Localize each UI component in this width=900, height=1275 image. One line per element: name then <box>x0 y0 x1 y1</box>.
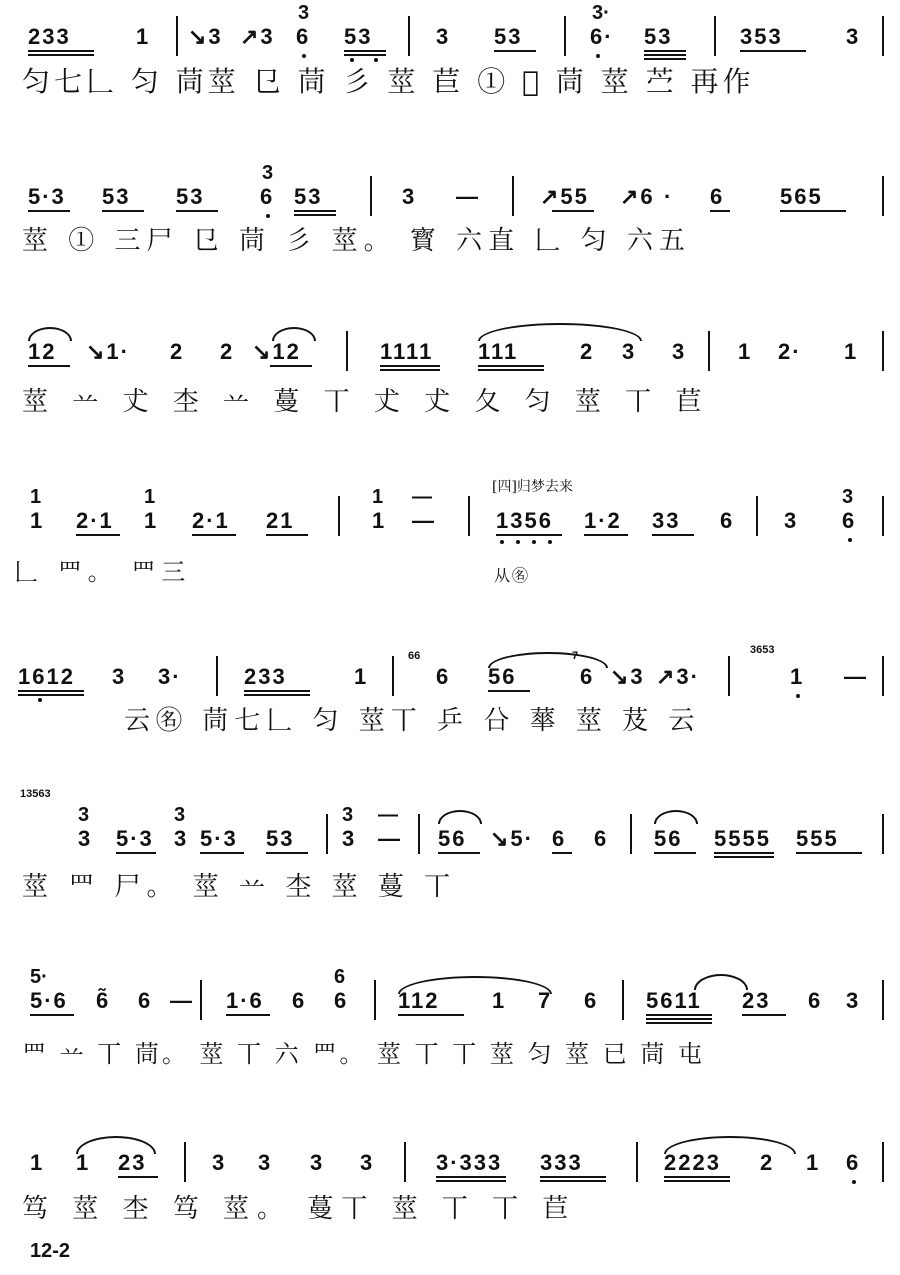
barline <box>346 331 348 371</box>
underline <box>540 1180 606 1182</box>
note: 3 <box>846 988 861 1013</box>
dot <box>38 698 42 702</box>
note: 1356 <box>496 508 553 533</box>
note: 6 <box>842 508 857 533</box>
underline <box>266 852 308 854</box>
grace-note: 3653 <box>750 644 775 656</box>
underline <box>200 852 244 854</box>
note: 53 <box>176 184 205 209</box>
barline <box>408 16 410 56</box>
underline <box>192 534 236 536</box>
underline <box>796 852 862 854</box>
note: 6 <box>808 988 823 1013</box>
note: 5555 <box>714 826 771 851</box>
note: 3 <box>310 1150 325 1175</box>
slur <box>438 810 482 824</box>
note: 23 <box>118 1150 147 1175</box>
note: ↘5· <box>490 826 534 851</box>
underline <box>28 365 70 367</box>
underline <box>478 365 544 367</box>
grace-note: 7 <box>572 650 579 662</box>
underline <box>478 369 544 371</box>
slur <box>654 810 698 824</box>
note: ↗3· <box>656 664 700 689</box>
dot <box>548 540 552 544</box>
barline <box>630 814 632 854</box>
note: 1 <box>738 339 753 364</box>
underline <box>552 210 594 212</box>
underline <box>30 1014 74 1016</box>
upper-note: 3 <box>342 804 354 826</box>
jianzi-line: 匀七𠃊 匀 茼莖 㔾 茼 彡 莖 苣 ① 𨊬 茼 莖 苎 再作 <box>22 65 755 98</box>
note: 3 <box>622 339 637 364</box>
note: ↗3 <box>240 24 275 49</box>
score-system <box>0 315 900 435</box>
underline <box>118 1176 158 1178</box>
note: 5611 <box>646 988 702 1013</box>
underline <box>644 54 686 56</box>
underline <box>28 54 94 56</box>
section-label: [四]归梦去来 <box>492 479 573 495</box>
page-number: 12-2 <box>30 1240 71 1262</box>
underline <box>646 1022 712 1024</box>
barline <box>564 16 566 56</box>
barline <box>216 656 218 696</box>
note: 6· <box>590 24 614 49</box>
barline <box>622 980 624 1020</box>
note: 3 <box>174 826 189 851</box>
note: 6 <box>138 988 153 1013</box>
underline <box>646 1014 712 1016</box>
underline <box>436 1180 506 1182</box>
jianzi-line: 罒 䒑 丅 茼。 莖 丅 六 罒。 莖 丅 丅 莖 匀 莖 已 茼 屯 <box>22 1040 706 1068</box>
barline <box>370 176 372 216</box>
underline <box>714 856 774 858</box>
score-system <box>0 1124 900 1234</box>
note: ↘12 <box>252 339 301 364</box>
upper-note: 3 <box>298 2 310 24</box>
jianzi-line: 莖 䒑 𠀋 杢 䒑 蔓 丅 𠀋 𠀋 夂 匀 莖 丅 苣 <box>22 387 710 417</box>
underline <box>380 369 440 371</box>
note: 2·1 <box>76 508 114 533</box>
note: 2223 <box>664 1150 721 1175</box>
note: 353 <box>740 24 783 49</box>
dot <box>532 540 536 544</box>
underline <box>646 1018 712 1020</box>
note: 1 <box>144 508 159 533</box>
note: 7 <box>538 988 553 1013</box>
note: 1 <box>790 664 805 689</box>
note: 6 <box>334 988 349 1013</box>
note: 3 <box>672 339 687 364</box>
note: ↗6 <box>620 184 655 209</box>
note: — <box>378 826 402 851</box>
underline <box>294 214 336 216</box>
barline <box>728 656 730 696</box>
underline <box>540 1176 606 1178</box>
note: 333 <box>540 1150 583 1175</box>
note: 1 <box>492 988 507 1013</box>
note: 56 <box>488 664 517 689</box>
note: ↘3 <box>610 664 645 689</box>
note: 53 <box>344 24 373 49</box>
underline <box>270 365 312 367</box>
note: 233 <box>244 664 287 689</box>
underline <box>226 1014 270 1016</box>
underline <box>742 1014 786 1016</box>
underline <box>710 210 730 212</box>
upper-note: 1 <box>30 486 42 508</box>
score-system <box>0 0 900 120</box>
barline <box>338 496 340 536</box>
note: 56 <box>438 826 467 851</box>
dot <box>848 538 852 542</box>
note: 1 <box>76 1150 91 1175</box>
note: 3· <box>158 664 182 689</box>
upper-note: 3· <box>592 2 610 24</box>
note: 3 <box>258 1150 273 1175</box>
underline <box>76 534 120 536</box>
underline <box>116 852 156 854</box>
barline <box>882 496 884 536</box>
underline <box>552 852 572 854</box>
note: 5·6 <box>30 988 68 1013</box>
note: 555 <box>796 826 839 851</box>
note: 2 <box>170 339 185 364</box>
dot <box>266 214 270 218</box>
underline <box>654 852 696 854</box>
underline <box>714 852 774 854</box>
note: 6 <box>436 664 451 689</box>
underline <box>294 210 336 212</box>
note: 111 <box>478 339 519 364</box>
barline <box>512 176 514 216</box>
note: 2 <box>220 339 235 364</box>
upper-note: 3 <box>842 486 854 508</box>
grace-note: 66 <box>408 650 421 662</box>
note: 53 <box>266 826 295 851</box>
barline <box>708 331 710 371</box>
note: 2·1 <box>192 508 230 533</box>
score-system <box>0 160 900 280</box>
underline <box>780 210 846 212</box>
dot <box>852 1180 856 1184</box>
barline <box>882 980 884 1020</box>
barline <box>756 496 758 536</box>
barline <box>404 1142 406 1182</box>
upper-note: 5· <box>30 966 48 988</box>
note: 6 <box>584 988 599 1013</box>
barline <box>326 814 328 854</box>
underline <box>584 534 628 536</box>
score-system <box>0 788 900 918</box>
upper-note: 3 <box>262 162 274 184</box>
note: ↗55 <box>540 184 589 209</box>
underline <box>644 58 686 60</box>
note: 12 <box>28 339 57 364</box>
jianzi-line: 𠃊 罒。 罒三 <box>14 558 192 586</box>
note: 3·333 <box>436 1150 503 1175</box>
barline <box>392 656 394 696</box>
note: 1 <box>844 339 859 364</box>
note: 1 <box>354 664 369 689</box>
jianzi-line: 笃 莖 杢 笃 莖。 蔓丅 莖 丅 丅 苣 <box>22 1194 577 1224</box>
note: 1111 <box>380 339 434 364</box>
barline <box>176 16 178 56</box>
note: 6 <box>720 508 735 533</box>
note: 6 <box>594 826 609 851</box>
underline <box>438 852 480 854</box>
note: 3 <box>212 1150 227 1175</box>
jianzi-line: 莖 ① 三尸 㔾 茼 彡 莖。 寳 六直 𠃊 匀 六五 <box>22 226 691 256</box>
score-system <box>0 962 900 1082</box>
underline <box>664 1176 730 1178</box>
underline <box>344 54 386 56</box>
note: 21 <box>266 508 295 533</box>
note: 33 <box>652 508 681 533</box>
underline <box>344 50 386 52</box>
underline <box>18 690 84 692</box>
underline <box>398 1014 464 1016</box>
underline <box>496 534 562 536</box>
note: 53 <box>102 184 131 209</box>
dot <box>596 54 600 58</box>
note: 1 <box>136 24 151 49</box>
note: 3 <box>112 664 127 689</box>
note: 2 <box>760 1150 775 1175</box>
note: — <box>170 988 194 1013</box>
note: 6 <box>846 1150 861 1175</box>
jianzi-line: 从㊔ <box>494 566 531 585</box>
barline <box>374 980 376 1020</box>
upper-note: 3 <box>174 804 186 826</box>
note: 1 <box>372 508 387 533</box>
underline <box>28 210 70 212</box>
note: 1·6 <box>226 988 264 1013</box>
note: 53 <box>644 24 673 49</box>
note: 56 <box>654 826 683 851</box>
barline <box>882 814 884 854</box>
score-system <box>0 640 900 760</box>
barline <box>882 1142 884 1182</box>
barline <box>468 496 470 536</box>
note: · <box>664 184 674 209</box>
note: 3 <box>846 24 861 49</box>
note: 6 <box>580 664 595 689</box>
note: 5·3 <box>116 826 154 851</box>
dot <box>516 540 520 544</box>
dot <box>796 694 800 698</box>
jianzi-line: 莖 罒 尸。 莖 䒑 杢 莖 蔓 丅 <box>22 872 457 902</box>
underline <box>18 694 84 696</box>
note: 53 <box>494 24 523 49</box>
note: ↘3 <box>188 24 223 49</box>
note: 112 <box>398 988 440 1013</box>
note: 3 <box>402 184 417 209</box>
underline <box>664 1180 730 1182</box>
underline <box>644 50 686 52</box>
underline <box>176 210 218 212</box>
note: 1 <box>30 1150 45 1175</box>
note: — <box>844 664 868 689</box>
note: 3 <box>436 24 451 49</box>
barline <box>200 980 202 1020</box>
note: 1·2 <box>584 508 622 533</box>
note: 565 <box>780 184 823 209</box>
dot <box>500 540 504 544</box>
note: 233 <box>28 24 71 49</box>
dot <box>374 58 378 62</box>
note: 3 <box>342 826 357 851</box>
note: 6 <box>292 988 307 1013</box>
barline <box>714 16 716 56</box>
dot <box>350 58 354 62</box>
note: 1612 <box>18 664 75 689</box>
note: — <box>412 508 436 533</box>
underline <box>652 534 694 536</box>
barline <box>882 331 884 371</box>
jianzi-line: 云㊔ 茼七𠃊 匀 莖丅 乒 㕣 蕐 莖 芨 云 <box>124 706 701 736</box>
note: 1 <box>806 1150 821 1175</box>
note: — <box>456 184 480 209</box>
upper-note: — <box>378 804 398 826</box>
underline <box>380 365 440 367</box>
underline <box>244 694 310 696</box>
grace-note: 13563 <box>20 788 51 800</box>
underline <box>266 534 308 536</box>
underline <box>244 690 310 692</box>
note: 3 <box>784 508 799 533</box>
note: ↘1· <box>86 339 130 364</box>
note: 2 <box>580 339 595 364</box>
barline <box>882 176 884 216</box>
upper-note: 3 <box>78 804 90 826</box>
upper-note: 6 <box>334 966 346 988</box>
underline <box>740 50 806 52</box>
barline <box>184 1142 186 1182</box>
note: 6 <box>260 184 275 209</box>
note: 53 <box>294 184 323 209</box>
underline <box>488 690 530 692</box>
note: 1 <box>30 508 45 533</box>
note: 2· <box>778 339 802 364</box>
note: 6̃ <box>96 988 111 1013</box>
note: 3 <box>78 826 93 851</box>
barline <box>418 814 420 854</box>
barline <box>636 1142 638 1182</box>
barline <box>882 16 884 56</box>
barline <box>882 656 884 696</box>
underline <box>102 210 144 212</box>
underline <box>28 50 94 52</box>
slur <box>694 974 748 990</box>
note: 6 <box>296 24 311 49</box>
upper-note: 1 <box>372 486 384 508</box>
upper-note: — <box>412 486 432 508</box>
upper-note: 1 <box>144 486 156 508</box>
note: 6 <box>710 184 725 209</box>
note: 5·3 <box>200 826 238 851</box>
note: 23 <box>742 988 771 1013</box>
underline <box>436 1176 506 1178</box>
note: 3 <box>360 1150 375 1175</box>
dot <box>302 54 306 58</box>
score-system <box>0 468 900 618</box>
note: 6 <box>552 826 567 851</box>
underline <box>494 50 536 52</box>
note: 5·3 <box>28 184 66 209</box>
